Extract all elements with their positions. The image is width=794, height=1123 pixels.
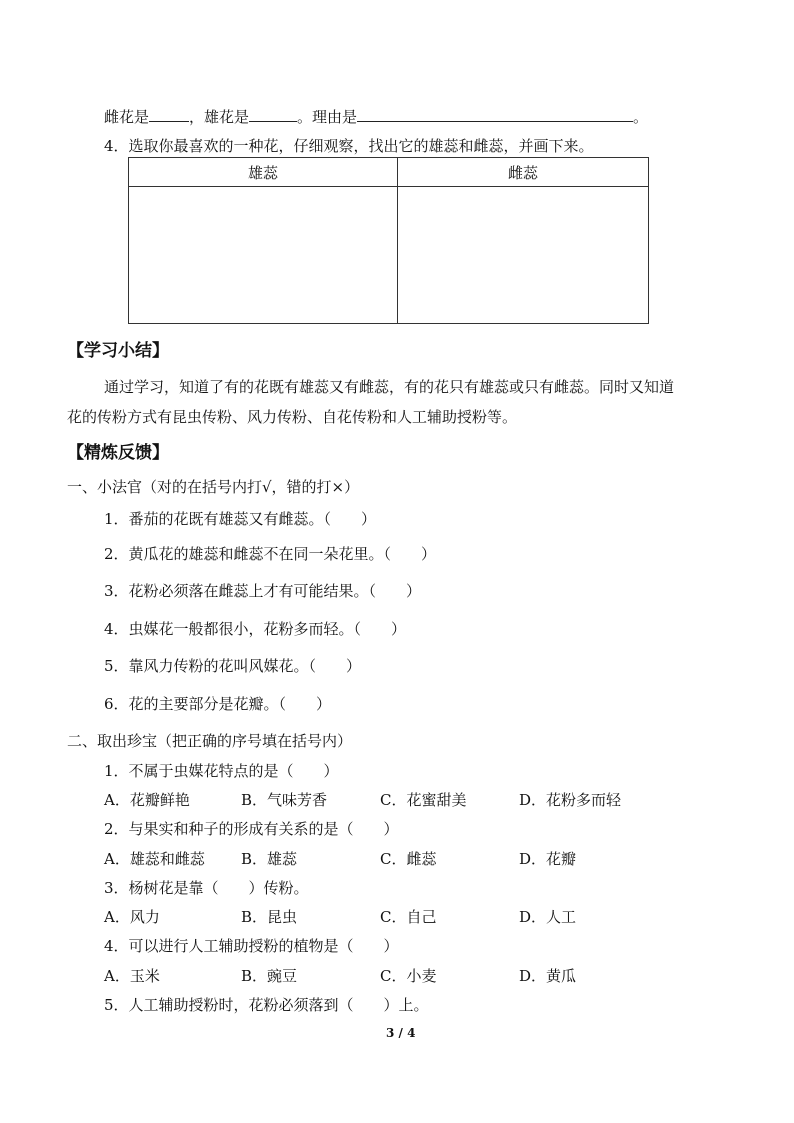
reason-blank[interactable] — [357, 107, 633, 122]
part2-title: 二、取出珍宝（把正确的序号填在括号内） — [67, 732, 353, 750]
pistil-header: 雌蕊 — [398, 158, 649, 187]
q3-end: 。 — [633, 108, 649, 126]
judge-item: 4．虫媒花一般都很小，花粉多而轻。（ ） — [104, 620, 407, 638]
male-flower-blank[interactable] — [249, 107, 297, 122]
option-a: A．花瓣鲜艳 — [104, 791, 190, 809]
option-b: B．气味芳香 — [241, 791, 328, 809]
judge-item: 1．番茄的花既有雄蕊又有雌蕊。（ ） — [104, 510, 377, 528]
option-c: C．雌蕊 — [380, 850, 437, 868]
judge-item: 6．花的主要部分是花瓣。（ ） — [104, 695, 332, 713]
choice-question: 2．与果实和种子的形成有关系的是（ ） — [104, 820, 399, 838]
stamen-header: 雄蕊 — [129, 158, 398, 187]
q3-male-label: ，雄花是 — [189, 108, 250, 126]
option-d: D．花瓣 — [519, 850, 577, 868]
page-number: 3 / 4 — [386, 1026, 416, 1040]
option-d: D．黄瓜 — [519, 967, 577, 985]
option-d: D．人工 — [519, 908, 577, 926]
q3-line — [104, 106, 648, 127]
option-d: D．花粉多而轻 — [519, 791, 622, 809]
summary-heading: 【学习小结】 — [67, 341, 169, 361]
option-b: B．昆虫 — [241, 908, 298, 926]
judge-item: 5．靠风力传粉的花叫风媒花。（ ） — [104, 657, 362, 675]
judge-item: 3．花粉必须落在雌蕊上才有可能结果。（ ） — [104, 582, 422, 600]
choice-question: 4．可以进行人工辅助授粉的植物是（ ） — [104, 937, 399, 955]
q3-female-label: 雌花是 — [104, 108, 150, 126]
judge-item: 2．黄瓜花的雄蕊和雌蕊不在同一朵花里。（ ） — [104, 545, 437, 563]
option-c: C．小麦 — [380, 967, 437, 985]
stamen-drawing-area[interactable] — [129, 187, 398, 324]
part1-title: 一、小法官（对的在括号内打√，错的打×） — [67, 478, 360, 496]
q3-reason-label: 。理由是 — [297, 108, 358, 126]
option-a: A．玉米 — [104, 967, 160, 985]
option-b: B．豌豆 — [241, 967, 298, 985]
option-b: B．雄蕊 — [241, 850, 298, 868]
option-c: C．花蜜甜美 — [380, 791, 467, 809]
summary-line-1: 通过学习，知道了有的花既有雄蕊又有雌蕊，有的花只有雄蕊或只有雌蕊。同时又知道 — [104, 378, 675, 396]
choice-question: 3．杨树花是靠（ ）传粉。 — [104, 879, 309, 897]
drawing-table — [128, 157, 649, 324]
option-c: C．自己 — [380, 908, 437, 926]
choice-question: 1．不属于虫媒花特点的是（ ） — [104, 762, 339, 780]
option-a: A．雄蕊和雌蕊 — [104, 850, 205, 868]
q4-text: 4．选取你最喜欢的一种花，仔细观察，找出它的雄蕊和雌蕊，并画下来。 — [104, 137, 594, 155]
female-flower-blank[interactable] — [149, 107, 189, 122]
summary-line-2: 花的传粉方式有昆虫传粉、风力传粉、自花传粉和人工辅助授粉等。 — [67, 408, 518, 426]
feedback-heading: 【精炼反馈】 — [67, 443, 169, 463]
pistil-drawing-area[interactable] — [398, 187, 649, 324]
choice-question: 5．人工辅助授粉时，花粉必须落到（ ）上。 — [104, 996, 429, 1014]
option-a: A．风力 — [104, 908, 160, 926]
